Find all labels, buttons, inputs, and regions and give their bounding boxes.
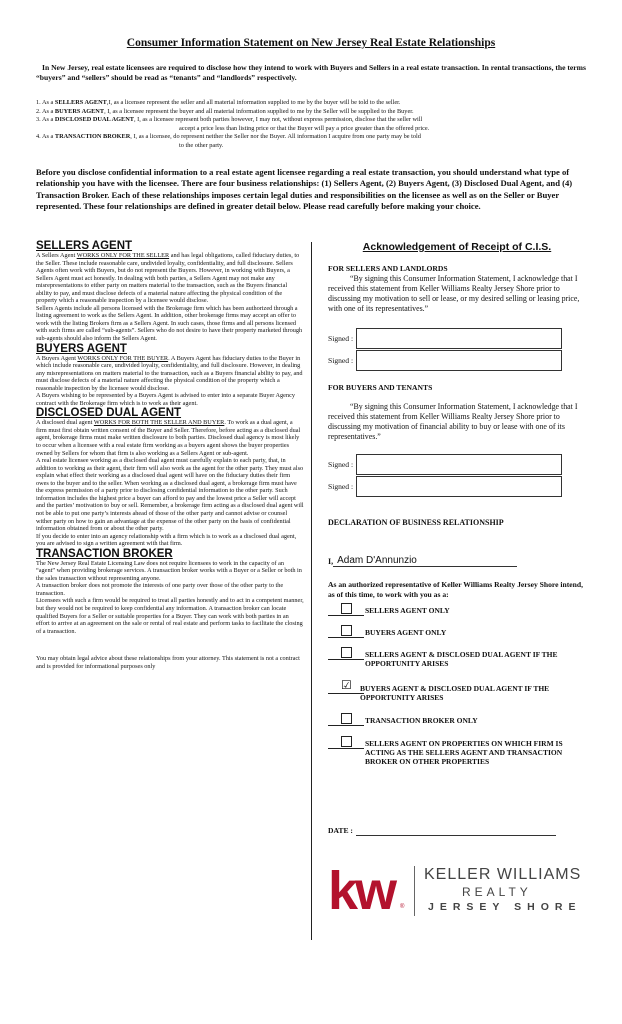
checkbox-checked-icon[interactable]: ☑ <box>341 678 352 692</box>
transaction-broker-text-2: A transaction broker does not promote the interests of one party over those of the other party to the transaction. <box>36 582 284 597</box>
representative-name-row: I, Adam D'Annunzio <box>328 556 517 567</box>
buyer-signature-row-1: Signed : <box>328 454 562 475</box>
declaration-heading: DECLARATION OF BUSINESS RELATIONSHIP <box>328 518 504 527</box>
dual-agent-heading: DISCLOSED DUAL AGENT <box>36 407 182 420</box>
right-column: Acknowledgement of Receipt of C.I.S. FOR SELLERS AND LANDLORDS “By signing this Consumer Information Statement, I acknowledge that I received this statement from Keller Williams Realty Jersey Shore prior to discussing my motivation to sell or lease, or my desired selling or leasing price, with one of its representatives.” Signed : Signed : FOR BUYERS AND TENANTS “By signing this Consumer Information Statement, I acknowledge that I received this statement from Keller Williams Realty Jersey Shore prior to discussing my motivation of financial ability to buy or lease with one of its representatives.” Signed : Signed : DECLARATION OF BUSINESS RELATIONSHIP I, Adam D'Annunzio As an authorized representative of Keller Williams Realty Jersey Shore intend, as of this time, to work with you as a: SELLERS AGENT ONLY BUYERS AGENT ONLY SELLERS AGENT & DISCLOSED DUAL AGENT IF THE OPPORTUNITY ARISES ☑ BUYERS AGENT & DISCLOSED DUAL AGENT IF THE OPPORTUNITY ARISES TRANSACTION BROKER ONLY SELLERS AGENT ON PROPERTIES ON WHICH FIRM IS ACTING AS THE SELLERS AGENT AND TRANSACTION BROKER ON OTHER PROPERTIES DATE : <box>328 240 586 252</box>
checkbox[interactable] <box>341 713 352 724</box>
relationship-definitions <box>36 99 588 151</box>
sellers-agent-text-2: Sellers Agents include all persons licensed with the Brokerage firm which has been authorized through a listing agreement to work as the Sellers Agent. In addition, other brokerage firms may accept an offer to work with the listing Brokers firm as a Sellers Agent. In such cases, those firms and all persons licensed with such firms are called “sub-agents”. Sellers who do not desire to have their property marketed through sub-agents should also inform the Sellers Agent. <box>36 304 303 343</box>
business-relationships-paragraph: Before you disclose confidential information to a real estate agent licensee regarding a real estate transaction, you should understand what type of relationship you have with the licensee. There are four business relationships: (1) Sellers Agent, (2) Buyers Agent, (3) Disclosed Dual Agent, and (4) Transaction Broker. Each of these relationships imposes certain legal duties and responsibilities on the licensee as well as on the Seller or Buyer represented. These four relationships are defined in greater detail below. Please read carefully before making your choice. <box>36 167 573 212</box>
buyer-signature-row-2: Signed : <box>328 476 562 497</box>
keller-williams-logo <box>328 862 586 920</box>
buyer-signature-field-2[interactable] <box>356 476 562 497</box>
date-field[interactable] <box>356 827 556 836</box>
column-divider <box>311 242 312 940</box>
logo-line-2: REALTY <box>462 885 532 899</box>
date-row: DATE : <box>328 826 556 836</box>
definition-item: 3. As a DISCLOSED DUAL AGENT, I, as a licensee represent both parties however, I may not, without express permission, disclose that the seller will accept a price less than listing price or that the Buyer will pay a price greater than the offered price. <box>36 116 430 132</box>
intro-paragraph: In New Jersey, real estate licensees are required to disclose how they intend to work with Buyers and Sellers in a real estate transaction. In rental transactions, the terms “buyers” and “sellers” should be read as “tenants” and “landlords” respectively. <box>36 63 586 82</box>
buyers-tenants-heading: FOR BUYERS AND TENANTS <box>328 383 433 392</box>
definition-item: 4. As a TRANSACTION BROKER, I, as a licensee, do represent neither the Seller nor the Buyer. All information I acquire from one party may be told to the other party. <box>36 133 421 149</box>
checkbox[interactable] <box>341 603 352 614</box>
sellers-ack-text: “By signing this Consumer Information Statement, I acknowledge that I received this statement from Keller Williams Realty Jersey Shore prior to discussing my motivation to sell or lease, or my desired selling or leasing price, with one of its representatives.” <box>328 274 580 313</box>
seller-signature-field-2[interactable] <box>356 350 562 371</box>
logo-line-3: JERSEY SHORE <box>428 901 582 913</box>
dual-agent-text-2: A real estate licensee working as a disclosed dual agent must carefully explain to each party, that, in addition to working as their agent, their firm will also work as the agent for the other party. They must also explain what effect their working as a disclosed dual agent will have on the fiduciary duties their firm owes to the buyer and to the seller. When working as a disclosed dual agent, a brokerage firm must have the express permission of a party prior to disclosing confidential information to the other party. Such information includes the highest price a buyer can afford to pay and the lowest price a Seller will accept and the parties’ motivation to buy or sell. Remember, a brokerage firm acting as a disclosed dual agent will not be able to put one party’s interests ahead of those of the other party and cannot advise or counsel wither party on how to gain an advantage at the expense of the other party on the basis of confidential information obtained from or about the other party. <box>36 457 304 533</box>
checkbox[interactable] <box>341 736 352 747</box>
definition-item: 1. As a SELLERS AGENT,I, as a licensee represent the seller and all material information supplied to me by the buyer will be told to the seller. <box>36 99 401 106</box>
transaction-broker-text-3: Licensees with such a firm would be required to treat all parties honestly and to act in a competent manner, but they would not be required to keep confidential any information. A transaction broker can locate qualified Buyers for a Seller or suitable properties for a Buyer. They can work with both parties in an effort to arrive at an agreement on the sale or rental of real estate and perform tasks to facilitate the closing of a transaction. <box>36 597 304 635</box>
checkbox[interactable] <box>341 625 352 636</box>
logo-divider <box>414 866 415 916</box>
registered-mark: ® <box>400 904 405 910</box>
declaration-intent: As an authorized representative of Keller Williams Realty Jersey Shore intend, as of this time, to work with you as a: <box>328 580 584 599</box>
sellers-landlords-heading: FOR SELLERS AND LANDLORDS <box>328 264 448 273</box>
buyers-agent-text-2: A Buyers wishing to be represented by a Buyers Agent is advised to enter into a separate Buyer Agency contract with the Brokerage firm which is to work as their agent. <box>36 392 295 407</box>
sellers-agent-text: A Sellers Agent WORKS ONLY FOR THE SELLER and has legal obligations, called fiduciary duties, to the Seller. These include reasonable care, undivided loyalty, confidentiality, and full disclosure. Sellers Agents often work with Buyers, but do not represent the Buyers. However, in working with Buyers, a Sellers Agent must act honestly. In dealing with both parties, a Sellers Agent may not make any misrepresentations to either party on matters material to the transaction, such as the Buyers financial ability to pay, and must disclose defects of a material nature affecting the physical condition of the property which a reasonable inspection by a licensee would disclose. <box>36 252 300 305</box>
logo-line-1: KELLER WILLIAMS <box>424 866 582 883</box>
seller-signature-row-1: Signed : <box>328 328 562 349</box>
seller-signature-field-1[interactable] <box>356 328 562 349</box>
transaction-broker-heading: TRANSACTION BROKER <box>36 547 173 560</box>
dual-agent-text: A disclosed dual agent WORKS FOR BOTH THE SELLER AND BUYER. To work as a dual agent, a firm must first obtain written consent of the Buyer and Seller. Therefore, before acting as a disclosed dual agent, brokerage firms must make written disclosure to both parties. Disclosed dual agency is most likely to occur when a licensee with a real estate firm working as a buyers agent shows the buyer properties owned by Sellers for whom that firm is also working as a Sellers Agent or sub-agent. <box>36 419 301 457</box>
sellers-agent-heading: SELLERS AGENT <box>36 240 133 252</box>
representative-name-field[interactable]: Adam D'Annunzio <box>333 556 517 567</box>
buyers-ack-text: “By signing this Consumer Information Statement, I acknowledge that I received this statement from Keller Williams Realty Jersey Shore prior to discussing my motivation of financial ability to buy or lease with one of its representatives.” <box>328 402 578 441</box>
checkbox[interactable] <box>341 647 352 658</box>
definition-item: 2. As a BUYERS AGENT, I, as a licensee represent the buyer and all material information supplied to me by the Seller will be supplied to the Buyer. <box>36 107 414 115</box>
buyers-agent-heading: BUYERS AGENT <box>36 342 127 355</box>
buyers-agent-text: A Buyers Agent WORKS ONLY FOR THE BUYER. A Buyers Agent has fiduciary duties to the Buyer in which include reasonable care, undivided loyalty, confidentiality, and full disclosure. However, in dealing any misrepresentations on matters material to the transaction, such as a Buyers financial ability to pay, and must disclose defects of a material nature affecting the physical condition of the property which a reasonable inspection by the licensee would disclose. <box>36 354 303 392</box>
transaction-broker-text: The New Jersey Real Estate Licensing Law does not require licensees to work in the capacity of an “agent” when providing brokerage services. A transaction broker works with a Buyer or a Seller or both in the sales transaction without representing anyone. <box>36 559 302 582</box>
kw-logo-mark: kw <box>328 861 395 921</box>
left-column <box>36 240 304 670</box>
seller-signature-row-2: Signed : <box>328 350 562 371</box>
buyer-signature-field-1[interactable] <box>356 454 562 475</box>
acknowledgement-heading: Acknowledgement of Receipt of C.I.S. <box>362 241 552 253</box>
dual-agent-text-3: If you decide to enter into an agency relationship with a firm which is to work as a disclosed dual agent, you are advised to sign a written agreement with that firm. <box>36 532 297 548</box>
legal-note: You may obtain legal advice about these relationships from your attorney. This statement is not a contract and is provided for informational purposes only <box>36 655 300 670</box>
document-title: Consumer Information Statement on New Jersey Real Estate Relationships <box>126 37 496 49</box>
